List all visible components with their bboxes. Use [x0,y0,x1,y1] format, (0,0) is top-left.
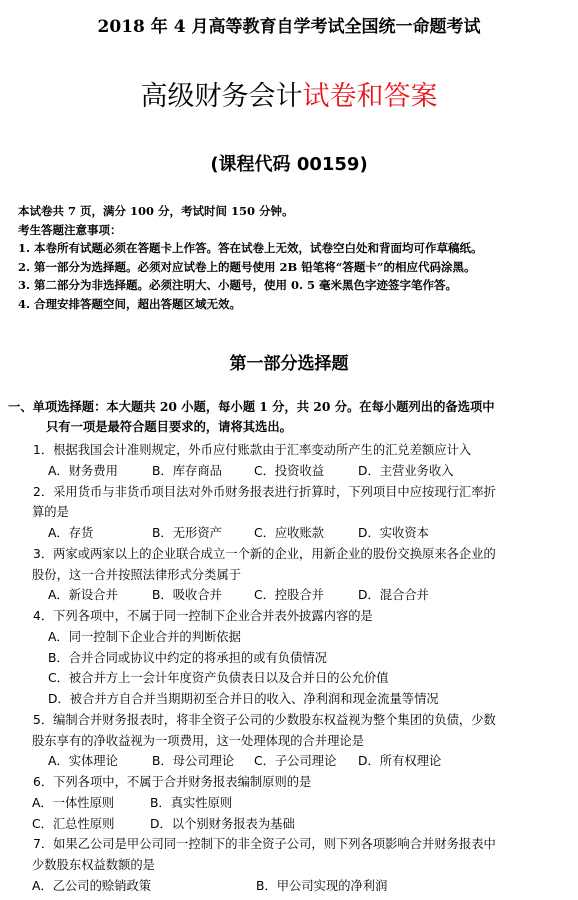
option-row [18,461,576,482]
paper-title-subject: 高级财务会计 [140,81,303,112]
question-stem-line: 少数股东权益数额的是 [32,858,155,872]
answer-option: B．真实性原则 [150,795,233,810]
notice-item: 1. 本卷所有试题必须在答题卡上作答。答在试卷上无效，试卷空白处和背面均可作草稿纸。 [18,241,483,255]
answer-option: A．新设合并 [48,588,118,603]
exam-title: 2018 年 4 月高等教育自学考试全国统一命题考试 [97,17,481,37]
notice-item: 2. 第一部分为选择题。必须对应试卷上的题号使用 2B 铅笔将“答题卡”的相应代码涂黑。 [18,259,476,274]
answer-option: B．无形资产 [152,526,222,540]
option-row [18,814,576,835]
option-row [18,648,576,669]
answer-option: C．汇总性原则 [32,816,115,831]
answer-option: D．混合合并 [358,588,429,603]
question-stem-line: 算的是 [32,505,69,520]
answer-option: C．控股合并 [254,588,325,603]
question-stem-line: 1．根据我国会计准则规定，外币应付账款由于汇率变动所产生的汇兑差额应计入 [33,443,472,457]
answer-option: A．乙公司的赊销政策 [32,878,152,893]
answer-option: D．实收资本 [358,526,429,540]
answer-option: A．一体性原则 [32,795,115,810]
paper-title-highlight: 试卷和答案 [302,81,438,112]
answer-option: D．被合并方自合并当期期初至合并日的收入、净利润和现金流量等情况 [48,692,439,706]
option-row [18,793,576,814]
answer-option: B．母公司理论 [152,754,235,769]
instruction-line: 一、单项选择题：本大题共 20 小题，每小题 1 分，共 20 分。在每小题列出的备选项中 [8,399,495,414]
notice-item: 4. 合理安排答题空间，超出答题区域无效。 [18,296,242,311]
course-code: (课程代码 00159) [210,154,368,175]
answer-option: C．投资收益 [254,463,325,478]
answer-option: B．吸收合并 [152,588,222,603]
option-row [18,751,576,772]
answer-option: A．同一控制下企业合并的判断依据 [48,629,241,644]
option-row [18,585,576,606]
exam-notice [18,202,574,313]
notice-summary: 本试卷共 7 页，满分 100 分，考试时间 150 分钟。 [18,204,294,218]
paper-title [0,74,578,113]
question-stem-line: 5．编制合并财务报表时，将非全资子公司的少数股东权益视为整个集团的负债，少数 [33,712,496,727]
answer-option: B．合并合同或协议中约定的将承担的或有负债情况 [48,650,327,665]
option-row [18,627,576,648]
question-stem-line: 股份，这一合并按照法律形式分类属于 [32,567,242,582]
section-title: 第一部分选择题 [229,354,349,374]
answer-option: B．库存商品 [152,463,222,478]
answer-option: C．应收账款 [254,526,325,540]
answer-option: C．被合并方上一会计年度资产负债表日以及合并日的公允价值 [48,671,389,686]
answer-option: D．以个别财务报表为基础 [150,816,295,831]
answer-option: B．甲公司实现的净利润 [256,878,388,893]
option-row [18,523,576,544]
notice-heading: 考生答题注意事项： [18,222,122,237]
question-stem-line: 6．下列各项中，不属于合并财务报表编制原则的是 [33,775,312,789]
question-stem-line: 2．采用货币与非货币项目法对外币财务报表进行折算时，下列项目中应按现行汇率折 [33,484,496,499]
answer-option: A．实体理论 [48,754,118,769]
answer-option: C．子公司理论 [254,754,337,769]
question-stem-line: 7．如果乙公司是甲公司同一控制下的非全资子公司，则下列各项影响合并财务报表中 [33,837,496,852]
answer-option: D．主营业务收入 [358,463,454,478]
question-stem-line: 3．两家或两家以上的企业联合成立一个新的企业，用新企业的股份交换原来各企业的 [33,546,496,561]
section-instruction [8,397,574,437]
option-row [18,668,576,689]
answer-option: D．所有权理论 [358,754,442,769]
instruction-line: 只有一项是最符合题目要求的，请将其选出。 [46,419,292,434]
question-stem-line: 股东享有的净收益视为一项费用，这一处理体现的合并理论是 [32,733,365,748]
option-row [18,876,576,897]
answer-option: A．存货 [48,526,94,540]
notice-item: 3. 第二部分为非选择题。必须注明大、小题号，使用 0. 5 毫米黑色字迹签字笔作答。 [18,278,458,292]
answer-option: A．财务费用 [48,463,118,478]
option-row [18,689,576,710]
question-list [18,440,576,897]
question-stem-line: 4．下列各项中，不属于同一控制下企业合并表外披露内容的是 [33,609,373,623]
